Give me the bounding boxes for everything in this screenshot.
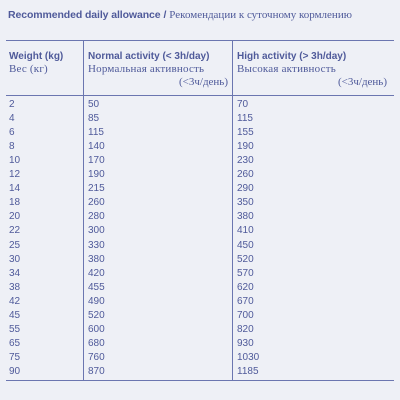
table-cell-normal-activity: 50 <box>88 98 100 110</box>
table-cell-weight: 12 <box>9 169 21 180</box>
column-divider-1 <box>83 40 84 380</box>
table-cell-normal-activity: 420 <box>88 267 105 279</box>
table-cell-high-activity: 410 <box>237 225 254 237</box>
header-high-ru: Высокая активность <box>237 63 336 75</box>
table-cell-normal-activity: 680 <box>88 338 105 350</box>
table-cell-high-activity: 570 <box>237 267 254 279</box>
table-cell-high-activity: 1185 <box>237 366 259 378</box>
title-russian: Рекомендации к суточному кормлению <box>169 9 352 21</box>
table-cell-weight: 65 <box>9 338 21 350</box>
table-cell-normal-activity: 300 <box>88 225 105 237</box>
table-cell-weight: 2 <box>9 98 15 110</box>
table-cell-high-activity: 230 <box>237 154 254 166</box>
header-high-activity <box>237 50 387 89</box>
table-cell-normal-activity: 870 <box>88 366 105 378</box>
table-cell-high-activity: 450 <box>237 239 254 251</box>
table-cell-high-activity: 155 <box>237 126 254 138</box>
table-cell-high-activity: 520 <box>237 253 254 265</box>
table-cell-high-activity: 70 <box>237 98 249 110</box>
header-high-en: High activity (> 3h/day) <box>237 51 347 62</box>
table-cell-normal-activity: 85 <box>88 112 100 124</box>
column-divider-2 <box>232 40 233 380</box>
table-title <box>8 9 398 22</box>
header-rule <box>6 95 394 96</box>
table-cell-high-activity: 700 <box>237 310 254 321</box>
table-cell-weight: 38 <box>9 281 21 293</box>
table-cell-high-activity: 115 <box>237 112 253 124</box>
table-cell-high-activity: 620 <box>237 281 254 293</box>
table-cell-weight: 14 <box>9 183 21 195</box>
table-cell-normal-activity: 760 <box>88 352 105 364</box>
table-cell-weight: 25 <box>9 239 21 251</box>
table-cell-normal-activity: 260 <box>88 197 105 209</box>
table-cell-normal-activity: 490 <box>88 295 105 307</box>
top-rule <box>6 40 394 41</box>
table-cell-normal-activity: 170 <box>88 154 105 166</box>
table-cell-weight: 45 <box>9 310 21 321</box>
table-cell-weight: 55 <box>9 324 21 336</box>
table-cell-normal-activity: 380 <box>88 253 105 265</box>
table-cell-weight: 30 <box>9 253 21 265</box>
header-normal-ru: Нормальная активность <box>88 63 205 75</box>
table-cell-normal-activity: 330 <box>88 239 105 251</box>
title-separator: / <box>160 9 170 21</box>
header-normal-ru-note: (<3ч/день) <box>178 76 228 88</box>
table-cell-high-activity: 670 <box>237 295 254 307</box>
table-cell-high-activity: 820 <box>237 324 254 336</box>
table-cell-normal-activity: 520 <box>88 310 105 321</box>
table-cell-weight: 75 <box>9 352 21 364</box>
table-cell-weight: 4 <box>9 112 15 124</box>
table-cell-high-activity: 1030 <box>237 352 260 364</box>
header-weight <box>9 50 79 76</box>
table-cell-normal-activity: 190 <box>88 169 105 180</box>
table-cell-weight: 20 <box>9 211 21 223</box>
table-cell-high-activity: 190 <box>237 140 254 152</box>
table-cell-weight: 8 <box>9 140 15 152</box>
bottom-rule <box>6 380 394 381</box>
table-cell-high-activity: 930 <box>237 338 254 350</box>
table-cell-weight: 22 <box>9 225 21 237</box>
header-normal-activity <box>88 50 228 89</box>
header-weight-ru: Вес (кг) <box>9 63 48 75</box>
table-cell-high-activity: 260 <box>237 169 254 180</box>
table-cell-high-activity: 290 <box>237 183 254 195</box>
header-normal-en: Normal activity (< 3h/day) <box>88 51 210 62</box>
header-weight-en: Weight (kg) <box>9 51 64 62</box>
table-cell-normal-activity: 455 <box>88 281 105 293</box>
header-high-ru-note: (<3ч/день) <box>337 76 387 88</box>
table-cell-normal-activity: 140 <box>88 140 105 152</box>
table-cell-normal-activity: 600 <box>88 324 105 336</box>
table-cell-normal-activity: 215 <box>88 183 105 195</box>
table-cell-normal-activity: 280 <box>88 211 105 223</box>
table-cell-high-activity: 380 <box>237 211 254 223</box>
title-english: Recommended daily allowance <box>8 9 161 21</box>
table-cell-high-activity: 350 <box>237 197 254 209</box>
table-cell-weight: 18 <box>9 197 21 209</box>
table-cell-weight: 42 <box>9 295 21 307</box>
table-cell-weight: 6 <box>9 126 15 138</box>
table-cell-normal-activity: 115 <box>88 126 104 138</box>
table-cell-weight: 10 <box>9 154 21 166</box>
table-cell-weight: 34 <box>9 267 21 279</box>
table-cell-weight: 90 <box>9 366 21 378</box>
